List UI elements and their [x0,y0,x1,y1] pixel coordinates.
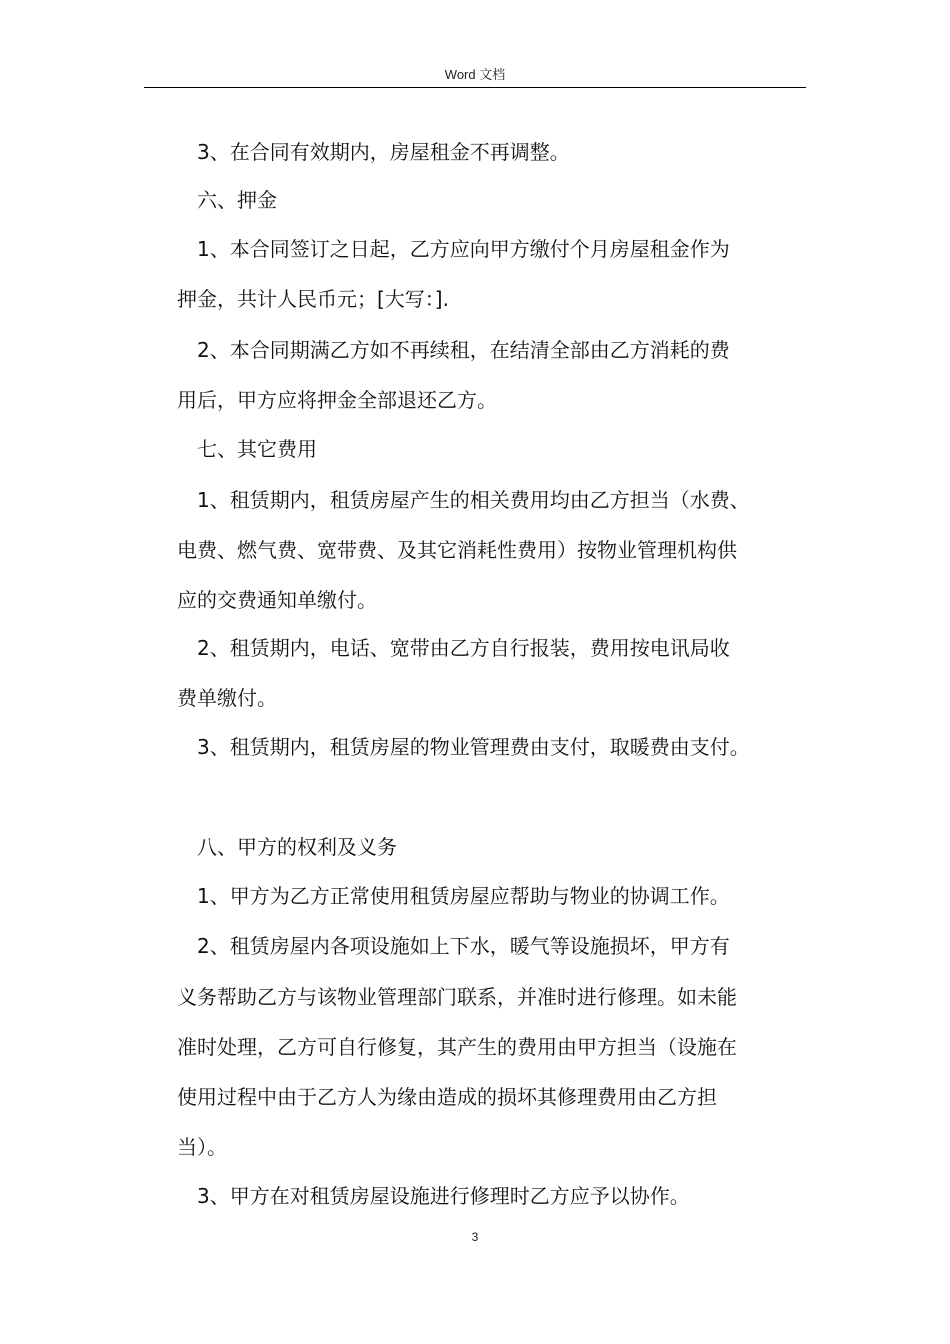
paragraph-line: 押金，共计人民币元；[大写：]. [177,287,449,311]
section-heading: 七、其它费用 [197,437,317,461]
paragraph-line: 使用过程中由于乙方人为缘由造成的损坏其修理费用由乙方担 [177,1085,717,1109]
paragraph-line: 3、在合同有效期内，房屋租金不再调整。 [197,140,570,164]
paragraph-line: 3、甲方在对租赁房屋设施进行修理时乙方应予以协作。 [197,1184,690,1208]
paragraph-line: 2、租赁期内，电话、宽带由乙方自行报装，费用按电讯局收 [197,636,730,660]
paragraph-line: 电费、燃气费、宽带费、及其它消耗性费用）按物业管理机构供 [177,538,737,562]
paragraph-line: 当）。 [177,1135,227,1159]
paragraph-line: 义务帮助乙方与该物业管理部门联系，并准时进行修理。如未能 [177,985,737,1009]
document-header-title: Word 文档 [444,67,506,82]
paragraph-line: 1、甲方为乙方正常使用租赁房屋应帮助与物业的协调工作。 [197,884,730,908]
paragraph-line: 费单缴付。 [177,686,277,710]
paragraph-line: 1、租赁期内，租赁房屋产生的相关费用均由乙方担当（水费、 [197,488,750,512]
paragraph-line: 准时处理，乙方可自行修复，其产生的费用由甲方担当（设施在 [177,1035,737,1059]
paragraph-line: 3、租赁期内，租赁房屋的物业管理费由支付，取暖费由支付。 [197,735,750,759]
paragraph-line: 2、租赁房屋内各项设施如上下水，暖气等设施损坏，甲方有 [197,934,730,958]
paragraph-line: 应的交费通知单缴付。 [177,588,377,612]
paragraph-line: 2、本合同期满乙方如不再续租，在结清全部由乙方消耗的费 [197,338,730,362]
section-heading: 八、甲方的权利及义务 [197,835,397,859]
paragraph-line: 用后，甲方应将押金全部退还乙方。 [177,388,497,412]
header-divider [144,87,806,88]
paragraph-line: 1、本合同签订之日起，乙方应向甲方缴付个月房屋租金作为 [197,237,730,261]
page-number: 3 [471,1230,479,1244]
section-heading: 六、押金 [197,188,277,212]
